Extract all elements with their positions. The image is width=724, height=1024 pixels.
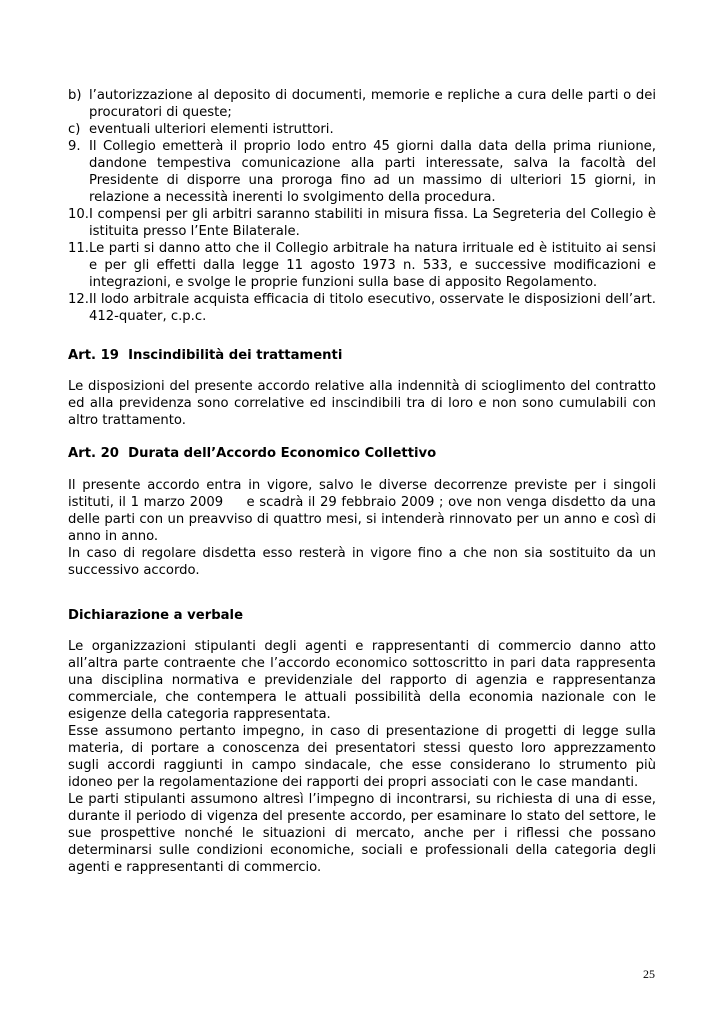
list-item	[68, 206, 656, 240]
paragraph: In caso di regolare disdetta esso resterà in vigore fino a che non sia sostituito da un successivo accordo.	[68, 546, 656, 578]
dichiarazione-heading: Dichiarazione a verbale	[68, 608, 244, 623]
art20-heading: Art. 20 Durata dell’Accordo Economico Collettivo	[68, 446, 437, 461]
paragraph: Il presente accordo entra in vigore, salvo le diverse decorrenze previste per i singoli istituti, il 1 marzo 2009 e scadrà il 29 febbraio 2009 ; ove non venga disdetto da una delle parti con un preavviso di quattro mesi, si intenderà rinnovato per un anno e così di anno in anno.	[68, 478, 661, 544]
page-number: 25	[643, 967, 655, 981]
list-item	[68, 87, 656, 121]
list-text: l’autorizzazione al deposito di documenti, memorie e repliche a cura delle parti o dei procuratori di queste;	[89, 88, 656, 120]
list-item	[68, 291, 656, 325]
list-marker: 12.	[68, 292, 89, 307]
art19-body	[68, 378, 656, 429]
list-marker: 9.	[68, 139, 81, 154]
paragraph: Le disposizioni del presente accordo relative alla indennità di scioglimento del contratto ed alla previdenza sono correlative ed inscindibili tra di loro e non sono cumulabili con altro trattamento.	[68, 379, 656, 428]
list-item	[68, 138, 656, 206]
list-marker: b)	[68, 88, 82, 103]
list-text: eventuali ulteriori elementi istruttori.	[89, 122, 334, 137]
list-marker: 10.	[68, 207, 89, 222]
list-item	[68, 240, 656, 291]
list-marker: c)	[68, 122, 81, 137]
list-text: Il Collegio emetterà il proprio lodo entro 45 giorni dalla data della prima riunione, dandone tempestiva comunicazione alla parti interessate, salva la facoltà del Presidente di disporre una proroga fino ad un massimo di ulteriori 15 giorni, in relazione a necessità inerenti lo svolgimento della procedura.	[89, 139, 656, 205]
list-text: I compensi per gli arbitri saranno stabiliti in misura fissa. La Segreteria del Collegio è istituita presso l’Ente Bilaterale.	[89, 207, 656, 239]
art19-heading: Art. 19 Inscindibilità dei trattamenti	[68, 348, 343, 363]
arbitration-list	[68, 87, 656, 325]
dichiarazione-body	[68, 638, 656, 876]
list-item	[68, 121, 656, 138]
list-text: Le parti si danno atto che il Collegio arbitrale ha natura irrituale ed è istituito ai sensi e per gli effetti dalla legge 11 agosto 1973 n. 533, e successive modificazioni e integrazioni, e svolge le proprie funzioni sulla base di apposito Regolamento.	[89, 241, 656, 290]
paragraph: Le parti stipulanti assumono altresì l’impegno di incontrarsi, su richiesta di una di esse, durante il periodo di vigenza del presente accordo, per esaminare lo stato del settore, le sue prospettive nonché le situazioni di mercato, anche per i riflessi che possano determinarsi sulle condizioni economiche, sociali e professionali della categoria degli agenti e rappresentanti di commercio.	[68, 792, 656, 875]
paragraph: Le organizzazioni stipulanti degli agenti e rappresentanti di commercio danno atto all’altra parte contraente che l’accordo economico sottoscritto in pari data rappresenta una disciplina normativa e previdenziale del rapporto di agenzia e rappresentanza commerciale, che contempera le attuali possibilità della economia nazionale con le esigenze della categoria rappresentata.	[68, 639, 656, 722]
list-text: Il lodo arbitrale acquista efficacia di titolo esecutivo, osservate le disposizioni dell’art. 412-quater, c.p.c.	[89, 292, 656, 324]
paragraph: Esse assumono pertanto impegno, in caso di presentazione di progetti di legge sulla materia, di portare a conoscenza dei presentatori stessi questo loro apprezzamento sugli accordi raggiunti in campo sindacale, che esse considerano lo strumento più idoneo per la regolamentazione dei rapporti dei propri associati con le case mandanti.	[68, 724, 656, 790]
art20-body	[68, 477, 661, 579]
list-marker: 11.	[68, 241, 89, 256]
